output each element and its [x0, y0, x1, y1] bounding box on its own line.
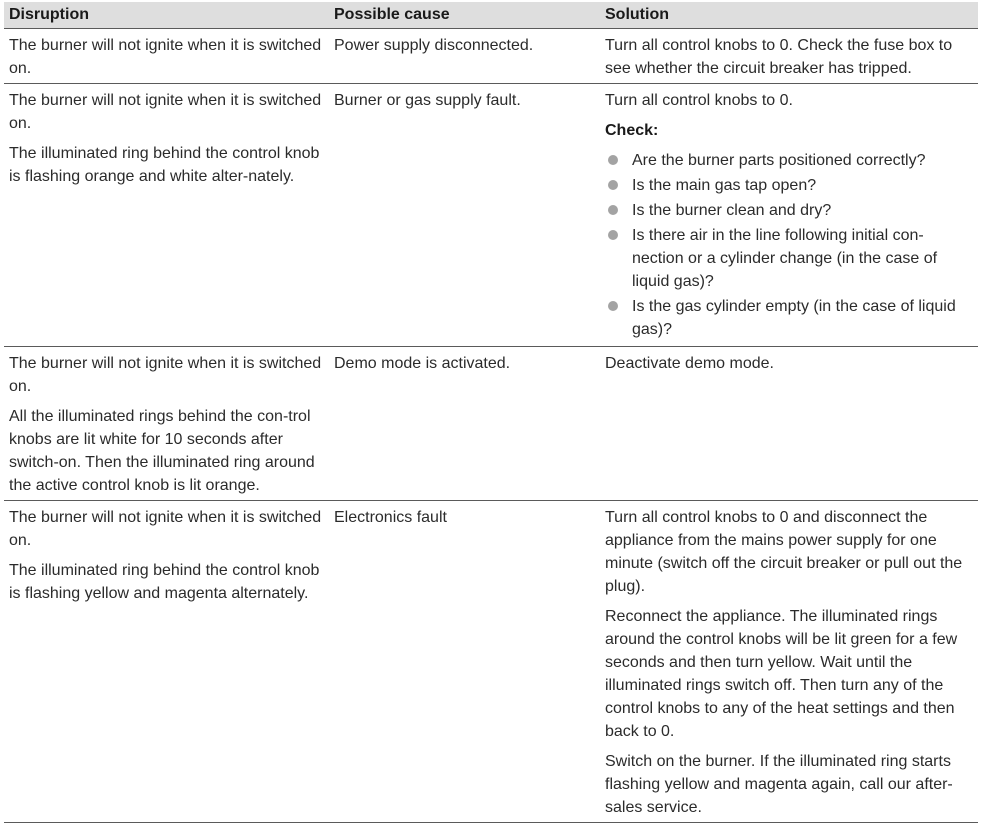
cause-text: Demo mode is activated.: [334, 355, 511, 372]
disruption-detail-text: The illuminated ring behind the control knob is flashing orange and white alter-nately.: [9, 145, 320, 185]
cause-cell: [329, 501, 600, 823]
disruption-detail-text: All the illuminated rings behind the con-trol knobs are lit white for 10 seconds after switch-on. Then the illuminated ring around the active control knob is lit orange.: [9, 408, 315, 494]
header-solution: Solution: [605, 6, 669, 23]
cause-cell: [329, 29, 600, 84]
header-disruption: Disruption: [9, 6, 89, 23]
solution-text: Turn all control knobs to 0. Check the fuse box to see whether the circuit breaker has tripped.: [605, 37, 953, 77]
disruption-text: The burner will not ignite when it is switched on.: [9, 92, 322, 132]
bullet-dot-icon: [608, 205, 618, 215]
table-row: [4, 347, 978, 501]
solution-cell: [600, 84, 978, 347]
solution-text: Reconnect the appliance. The illuminated rings around the control knobs will be lit green for a few seconds and then turn yellow. Wait until the illuminated rings switch off. Then turn any of the control knobs to any of the heat settings and then back to 0.: [605, 608, 958, 740]
table-header-row: [4, 2, 978, 29]
check-item-text: Is there air in the line following initial con-nection or a cylinder change (in the case of liquid gas)?: [632, 227, 938, 290]
cause-cell: [329, 84, 600, 347]
check-item-text: Are the burner parts positioned correctly?: [632, 152, 926, 169]
disruption-text: The burner will not ignite when it is switched on.: [9, 355, 322, 395]
cause-text: Electronics fault: [334, 509, 447, 526]
list-item: [605, 149, 974, 172]
check-item-text: Is the gas cylinder empty (in the case of liquid gas)?: [632, 298, 956, 338]
list-item: [605, 295, 974, 341]
solution-cell: [600, 501, 978, 823]
solution-cell: [600, 347, 978, 501]
troubleshooting-table: [4, 2, 978, 823]
disruption-cell: [4, 347, 329, 501]
solution-text: Turn all control knobs to 0.: [605, 92, 793, 109]
disruption-text: The burner will not ignite when it is switched on.: [9, 509, 322, 549]
solution-text: Switch on the burner. If the illuminated ring starts flashing yellow and magenta again, call our after-sales service.: [605, 753, 953, 816]
disruption-cell: [4, 84, 329, 347]
solution-text: Deactivate demo mode.: [605, 355, 774, 372]
solution-cell: [600, 29, 978, 84]
check-item-text: Is the burner clean and dry?: [632, 202, 832, 219]
disruption-detail-text: The illuminated ring behind the control knob is flashing yellow and magenta alternately.: [9, 562, 320, 602]
check-label: Check:: [605, 122, 659, 139]
table-row: [4, 29, 978, 84]
solution-text: Turn all control knobs to 0 and disconnect the appliance from the mains power supply for one minute (switch off the circuit breaker or pull out the plug).: [605, 509, 963, 595]
list-item: [605, 174, 974, 197]
bullet-dot-icon: [608, 301, 618, 311]
bullet-dot-icon: [608, 180, 618, 190]
bullet-dot-icon: [608, 230, 618, 240]
table-row: [4, 501, 978, 823]
check-item-text: Is the main gas tap open?: [632, 177, 817, 194]
table-row: [4, 84, 978, 347]
cause-text: Burner or gas supply fault.: [334, 92, 521, 109]
header-possible-cause: Possible cause: [334, 6, 450, 23]
cause-cell: [329, 347, 600, 501]
disruption-cell: [4, 29, 329, 84]
bullet-dot-icon: [608, 155, 618, 165]
list-item: [605, 199, 974, 222]
disruption-cell: [4, 501, 329, 823]
cause-text: Power supply disconnected.: [334, 37, 534, 54]
list-item: [605, 224, 974, 293]
disruption-text: The burner will not ignite when it is switched on.: [9, 37, 322, 77]
check-list: [605, 149, 974, 341]
